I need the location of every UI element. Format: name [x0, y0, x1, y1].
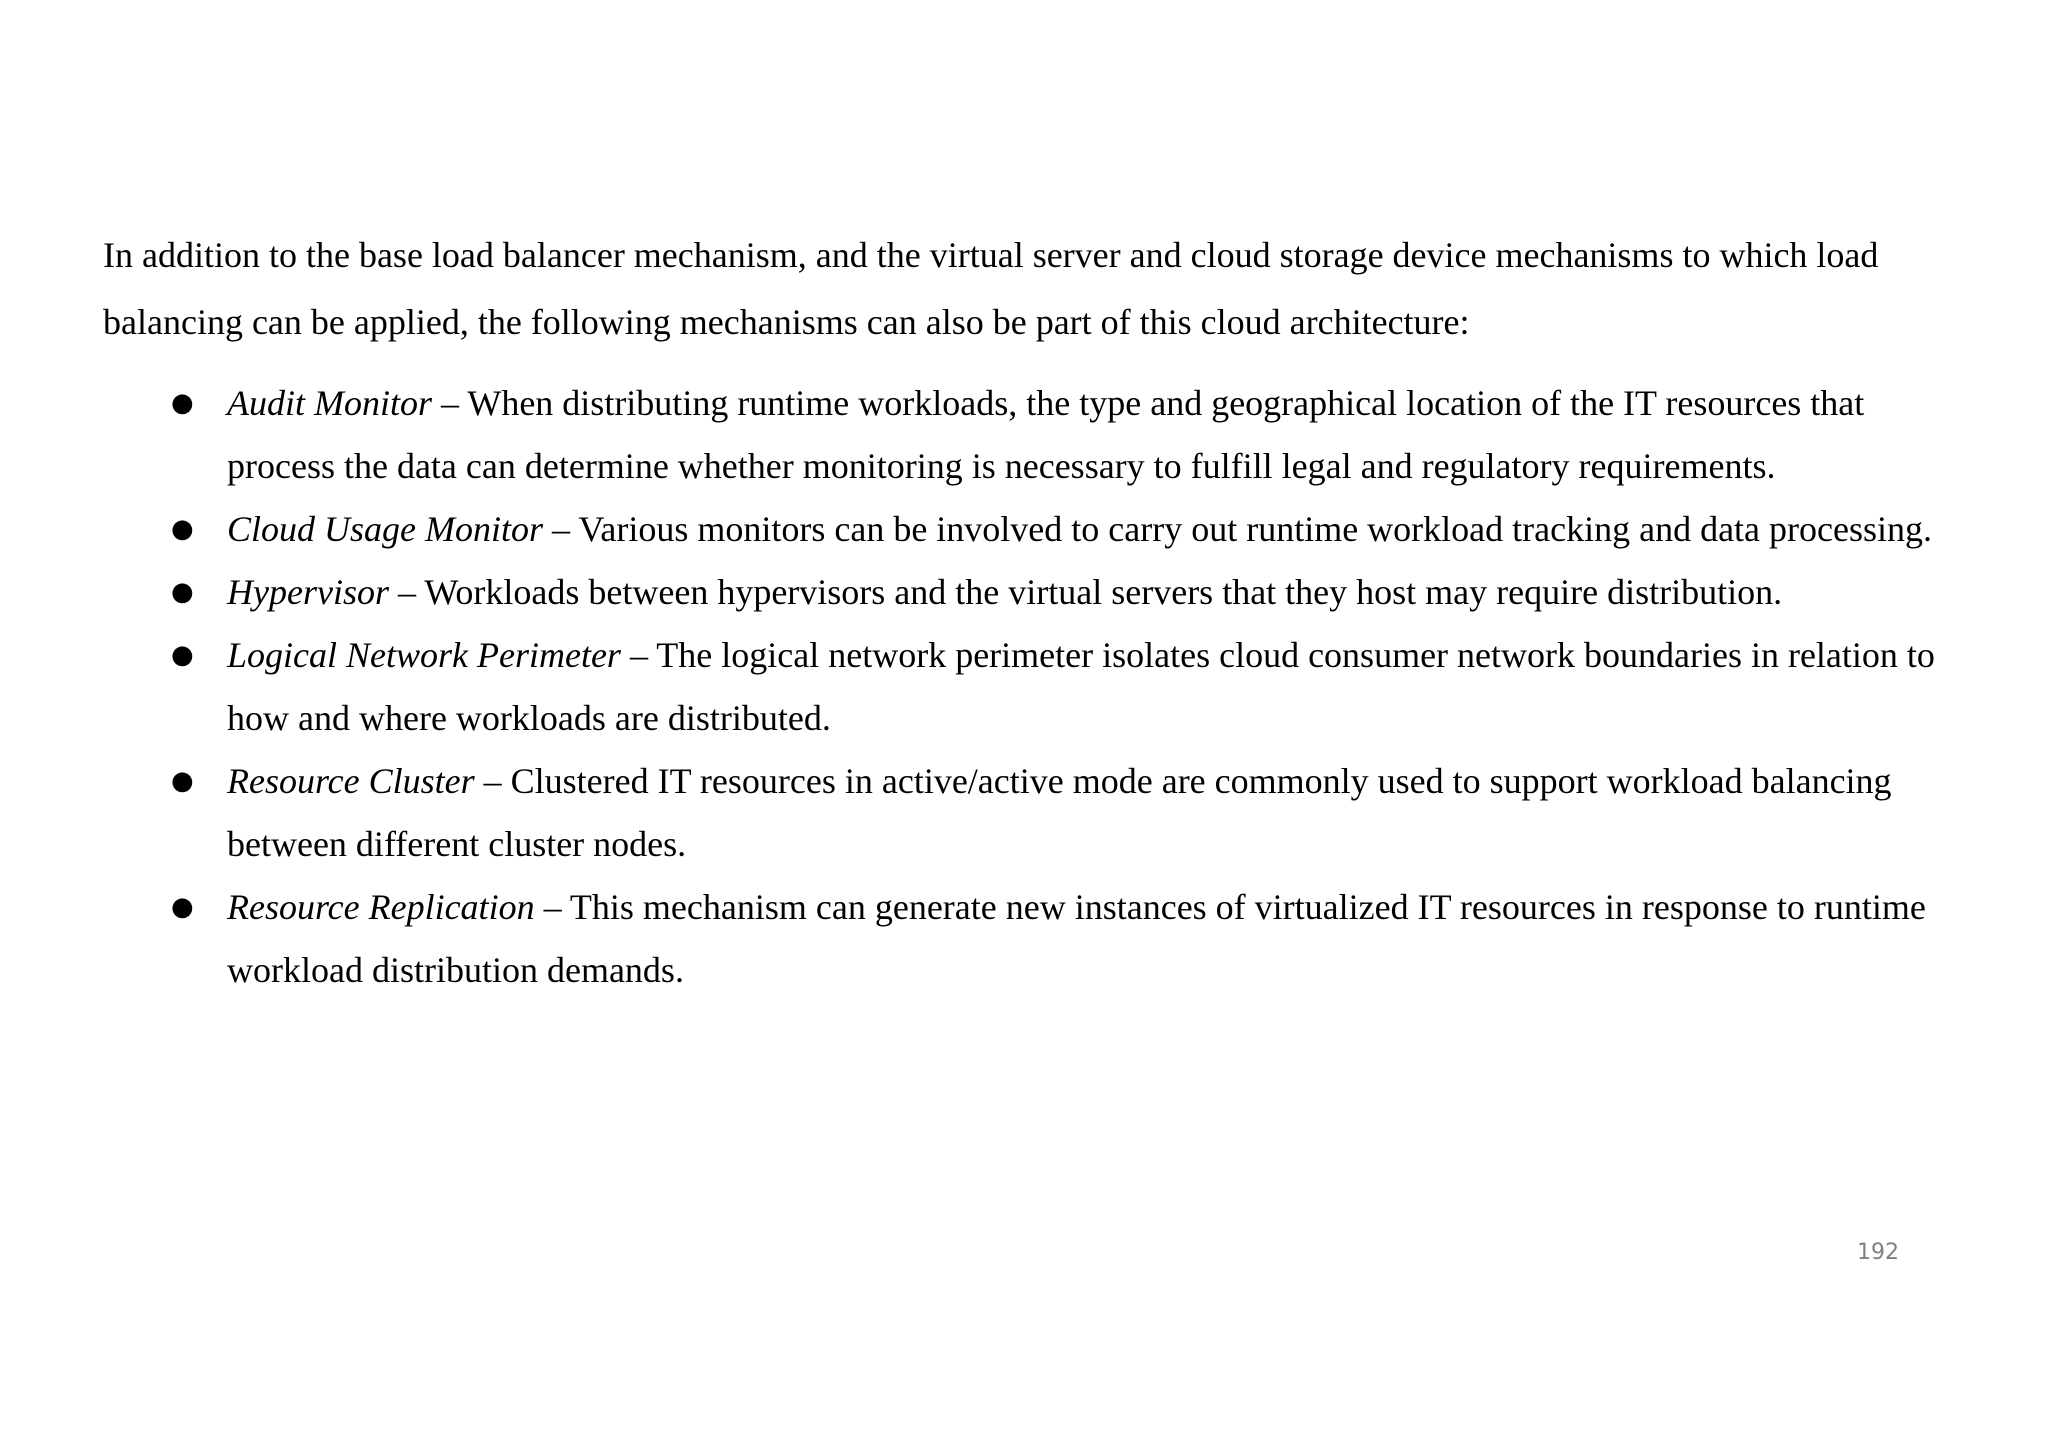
item-term: Resource Cluster — [227, 761, 475, 801]
item-description: – When distributing runtime workloads, the type and geographical location of the IT resources that process the data can determine whether monitoring is necessary to fulfill legal and regulatory requirements. — [227, 383, 1865, 486]
list-item — [103, 561, 1983, 624]
list-item — [103, 372, 1983, 498]
item-description: – Workloads between hypervisors and the virtual servers that they host may require distribution. — [388, 572, 1783, 612]
list-item — [103, 498, 1983, 561]
item-description: – Various monitors can be involved to carry out runtime workload tracking and data processing. — [543, 509, 1933, 549]
item-term: Audit Monitor — [227, 383, 432, 423]
list-item — [103, 876, 1983, 1002]
list-item — [103, 624, 1983, 750]
item-term: Resource Replication — [227, 887, 535, 927]
item-term: Cloud Usage Monitor — [227, 509, 544, 549]
item-term: Logical Network Perimeter — [227, 635, 621, 675]
mechanism-list — [103, 372, 1983, 1002]
bullet-icon: ● — [171, 577, 194, 607]
bullet-icon: ● — [171, 640, 194, 670]
bullet-icon: ● — [171, 514, 194, 544]
bullet-icon: ● — [171, 766, 194, 796]
page-number: 192 — [1857, 1240, 1899, 1265]
list-item — [103, 750, 1983, 876]
bullet-icon: ● — [171, 388, 194, 418]
bullet-icon: ● — [171, 892, 194, 922]
item-description: – The logical network perimeter isolates cloud consumer network boundaries in relation to how and where workloads are distributed. — [227, 635, 1935, 738]
item-description: – This mechanism can generate new instances of virtualized IT resources in response to runtime workload distribution demands. — [227, 887, 1926, 990]
item-term: Hypervisor — [227, 572, 389, 612]
intro-paragraph: In addition to the base load balancer mechanism, and the virtual server and cloud storage device mechanisms to which load balancing can be applied, the following mechanisms can also be part of this cloud architecture: — [103, 235, 1879, 342]
item-description: – Clustered IT resources in active/active mode are commonly used to support workload balancing between different cluster nodes. — [227, 761, 1892, 864]
